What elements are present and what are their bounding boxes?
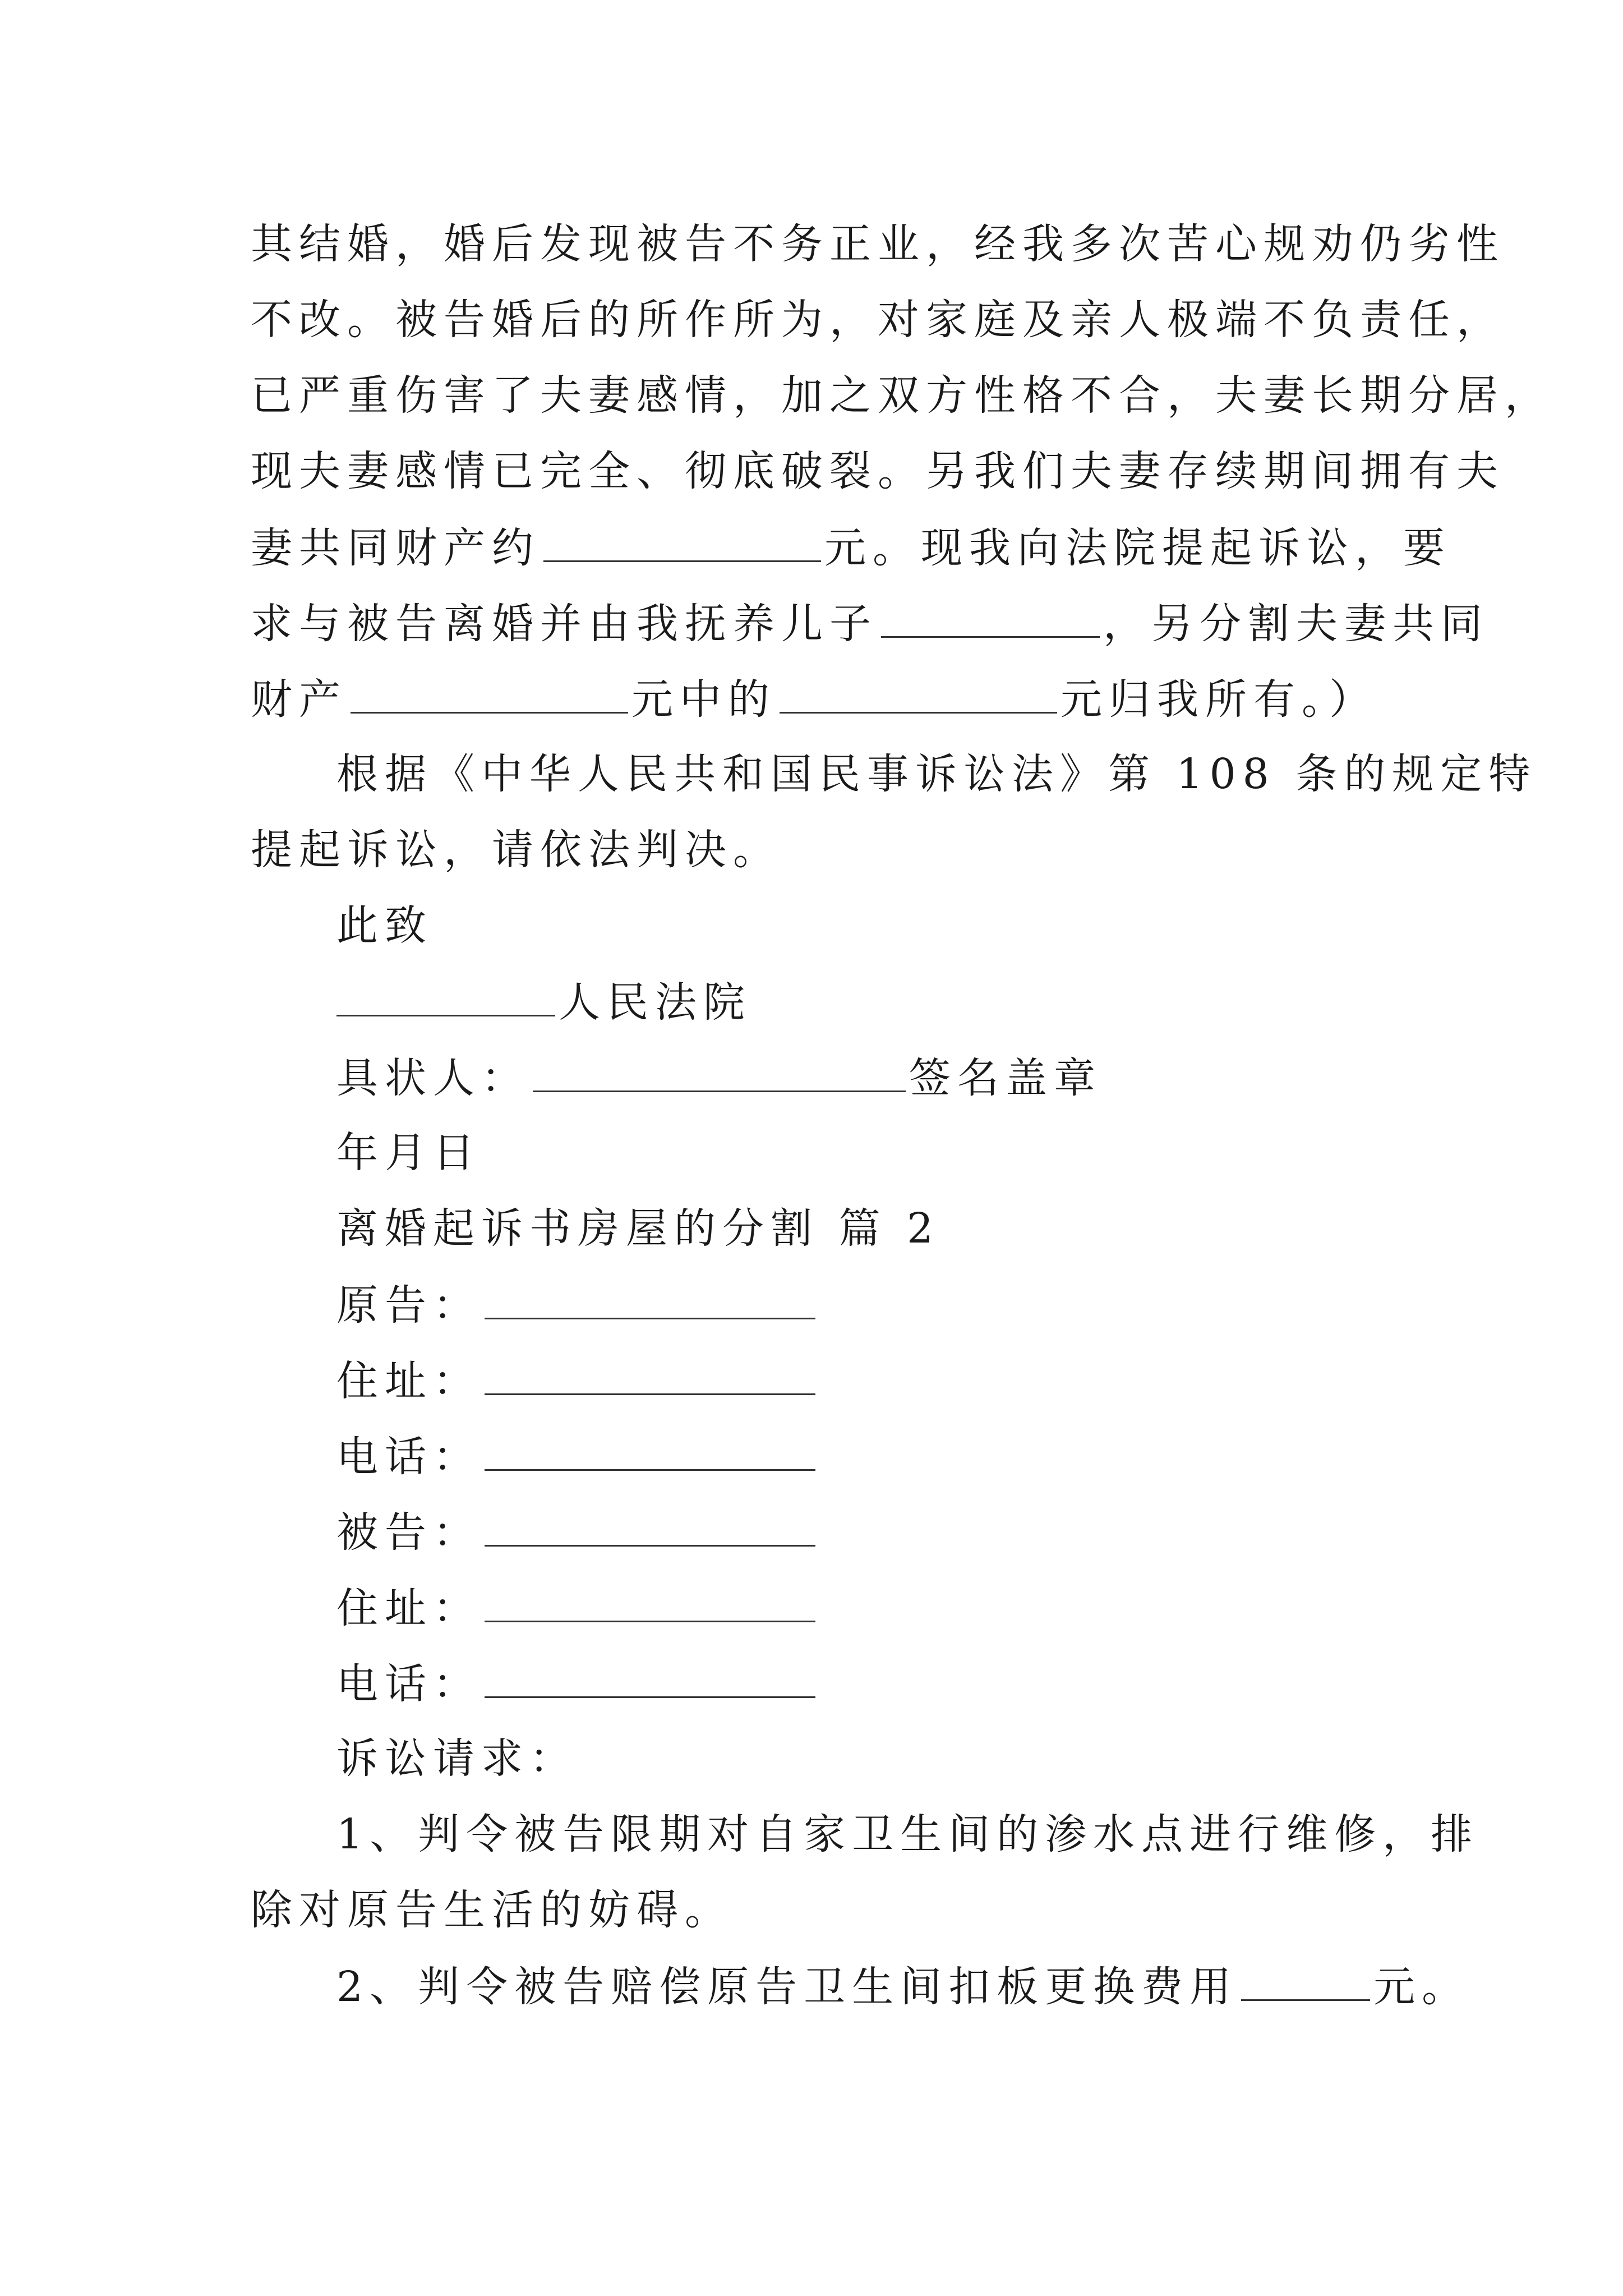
- body-text: 现夫妻感情已完全、彻底破裂。另我们夫妻存续期间拥有夫: [251, 447, 1505, 495]
- body-text: 其结婚，婚后发现被告不务正业，经我多次苦心规劝仍劣性: [251, 220, 1505, 268]
- field-blank: [485, 1503, 815, 1547]
- date-text: 年月日: [336, 1129, 481, 1177]
- claim-line: [336, 1958, 1470, 2015]
- section-title: [336, 1200, 940, 1257]
- court-line: [336, 973, 751, 1030]
- field-defendant-address: [336, 1579, 819, 1636]
- legal-basis-text: 提起诉讼，请依法判决。: [251, 826, 781, 874]
- signature-line: [336, 1049, 1102, 1106]
- field-label: 电话：: [336, 1660, 481, 1708]
- body-line: [251, 443, 1505, 499]
- property-amount-blank: [543, 519, 821, 562]
- body-line: [251, 519, 1451, 576]
- claim-text: 元。: [1373, 1963, 1470, 2011]
- field-label: 原告：: [336, 1281, 481, 1329]
- field-blank: [485, 1276, 815, 1319]
- field-label: 住址：: [336, 1357, 481, 1405]
- field-plaintiff: [336, 1276, 819, 1333]
- field-plaintiff-address: [336, 1352, 819, 1409]
- field-defendant-phone: [336, 1655, 819, 1712]
- legal-basis-text: 根据《中华人民共和国民事诉讼法》第 108 条的规定特: [336, 750, 1537, 798]
- claims-label-line: [336, 1731, 578, 1787]
- claim-text: 1、判令被告限期对自家卫生间的渗水点进行维修，排: [336, 1810, 1479, 1858]
- signature-blank: [533, 1049, 906, 1092]
- sign-label: 签名盖章: [909, 1054, 1102, 1102]
- body-line: [251, 367, 1553, 424]
- claim-text: 除对原告生活的妨碍。: [251, 1886, 733, 1934]
- son-name-blank: [881, 595, 1100, 638]
- body-text: 不改。被告婚后的所作所为，对家庭及亲人极端不负责任，: [251, 296, 1505, 344]
- body-line: [251, 216, 1505, 272]
- claim-line: [251, 1882, 733, 1938]
- field-label: 被告：: [336, 1508, 481, 1557]
- plaintiff-label: 具状人：: [336, 1054, 529, 1102]
- legal-basis-line: [336, 746, 1537, 802]
- court-name-blank: [336, 973, 555, 1016]
- section-title-text: 离婚起诉书房屋的分割 篇 2: [336, 1204, 940, 1253]
- salute-text: 此致: [336, 901, 433, 950]
- body-text: ，另分割夫妻共同: [1103, 600, 1489, 648]
- court-suffix: 人民法院: [559, 978, 751, 1027]
- total-property-blank: [351, 670, 628, 714]
- field-blank: [485, 1655, 815, 1698]
- claims-label: 诉讼请求：: [336, 1734, 578, 1783]
- body-line: [251, 595, 1489, 652]
- salute-line: [336, 898, 433, 954]
- body-text: 元中的: [631, 675, 776, 724]
- fee-amount-blank: [1241, 1958, 1370, 2001]
- claimed-property-blank: [780, 670, 1057, 714]
- body-text: 财产: [251, 675, 347, 724]
- body-text: 妻共同财产约: [251, 524, 540, 572]
- body-text: 元。现我向法院提起诉讼，要: [824, 524, 1451, 572]
- field-blank: [485, 1428, 815, 1471]
- field-label: 住址：: [336, 1584, 481, 1632]
- body-line: [251, 292, 1505, 348]
- field-defendant: [336, 1503, 819, 1561]
- body-line: [251, 670, 1377, 728]
- body-text: 元归我所有。）: [1061, 675, 1377, 724]
- body-text: 已严重伤害了夫妻感情，加之双方性格不合，夫妻长期分居，: [251, 371, 1553, 420]
- field-blank: [485, 1352, 815, 1395]
- legal-basis-line: [251, 822, 781, 878]
- claim-text: 2、判令被告赔偿原告卫生间扣板更换费用: [336, 1963, 1238, 2011]
- date-line: [336, 1125, 481, 1181]
- field-label: 电话：: [336, 1433, 481, 1481]
- body-text: 求与被告离婚并由我抚养儿子: [251, 600, 878, 648]
- claim-line: [336, 1806, 1479, 1862]
- field-plaintiff-phone: [336, 1428, 819, 1485]
- field-blank: [485, 1579, 815, 1622]
